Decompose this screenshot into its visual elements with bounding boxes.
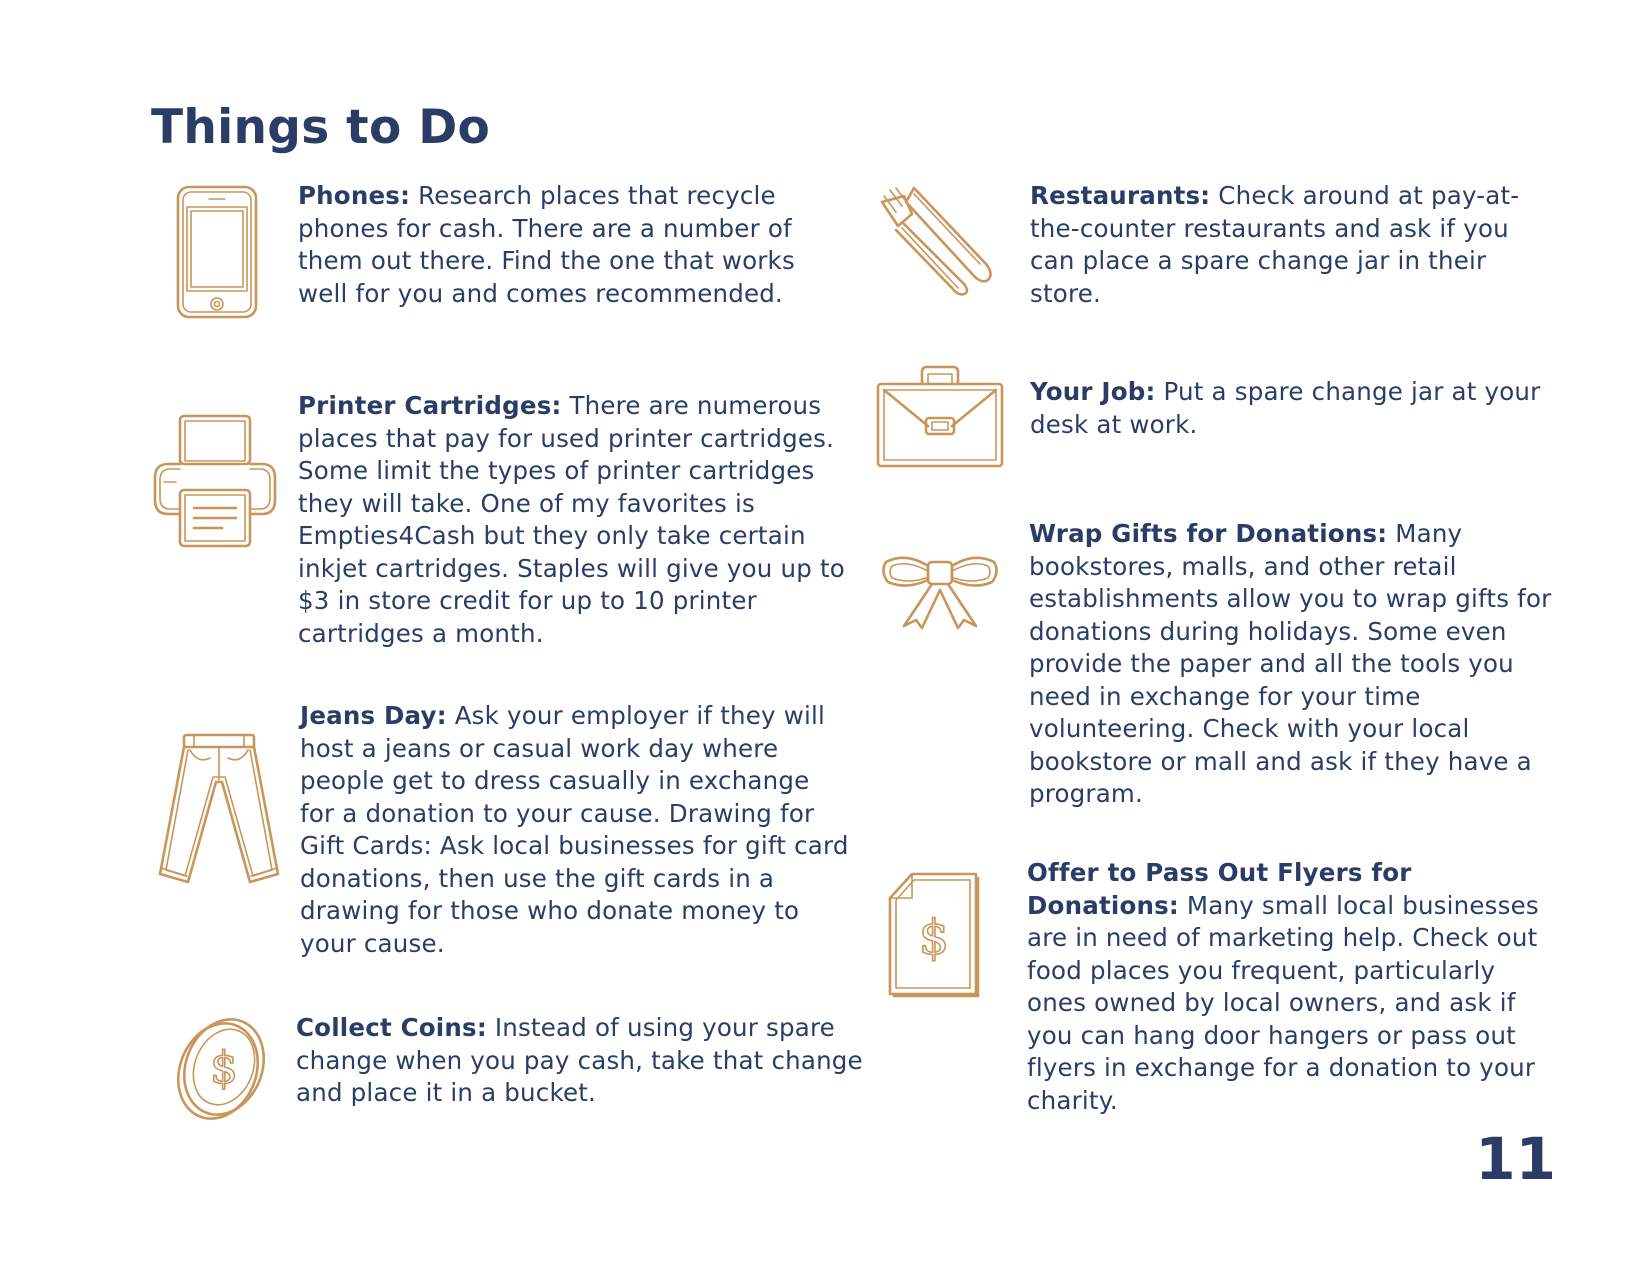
item-body: Many small local businesses are in need of marketing help. Check out food places you frequent, particularly ones owned by local owners, and ask if you can hang door hangers or pass out flyers in exchange for a donation to your charity. <box>1027 890 1539 1115</box>
item-text <box>1027 857 1562 1117</box>
item-text <box>296 1012 871 1110</box>
item-text <box>1030 376 1560 441</box>
item-text <box>1029 518 1559 811</box>
svg-text:$: $ <box>210 1043 238 1094</box>
svg-text:$: $ <box>918 910 950 966</box>
page-title: Things to Do <box>151 100 491 155</box>
phone-icon <box>176 185 258 319</box>
jeans-icon <box>158 732 280 888</box>
item-label: Jeans Day: <box>300 701 447 730</box>
item-text <box>298 180 818 310</box>
briefcase-icon <box>876 364 1004 468</box>
item-label: Printer Cartridges: <box>298 391 562 420</box>
fork-knife-icon <box>880 184 1000 296</box>
item-label: Phones: <box>298 181 411 210</box>
item-body: Many bookstores, malls, and other retail establishments allow you to wrap gifts for donations during holidays. Some even provide the paper and all the tools you need in exchange for your time volunteering. Check with your local bookstore or mall and ask if they have a program. <box>1029 519 1552 808</box>
item-body: Ask your employer if they will host a jeans or casual work day where people get to dress casually in exchange for a donation to your cause. Drawing for Gift Cards: Ask local businesses for gift card donations, then use the gift cards in a drawing for those who donate money to your cause. <box>300 701 849 958</box>
item-label: Offer to Pass Out Flyers for Donations: <box>1027 858 1412 920</box>
item-label: Restaurants: <box>1030 181 1211 210</box>
item-body: Put a spare change jar at your desk at work. <box>1030 377 1541 439</box>
bow-icon <box>880 554 1000 630</box>
item-body: Research places that recycle phones for cash. There are a number of them out there. Find the one that works well for you and comes recommended. <box>298 181 795 308</box>
item-text <box>300 700 850 960</box>
item-body: Instead of using your spare change when you pay cash, take that change and place it in a bucket. <box>296 1013 863 1107</box>
dollar-flyer-icon <box>888 872 980 1000</box>
coin-icon <box>168 1015 270 1123</box>
printer-icon <box>152 412 278 548</box>
item-label: Your Job: <box>1030 377 1156 406</box>
item-text <box>1030 180 1545 310</box>
item-label: Wrap Gifts for Donations: <box>1029 519 1388 548</box>
page-number: 11 <box>1475 1125 1556 1193</box>
item-text <box>298 390 858 650</box>
item-body: Check around at pay-at-the-counter restaurants and ask if you can place a spare change jar in their store. <box>1030 181 1520 308</box>
item-body: There are numerous places that pay for used printer cartridges. Some limit the types of printer cartridges they will take. One of my favorites is Empties4Cash but they only take certain inkjet cartridges. Staples will give you up to $3 in store credit for up to 10 printer cartridges a month. <box>298 391 845 648</box>
item-label: Collect Coins: <box>296 1013 487 1042</box>
